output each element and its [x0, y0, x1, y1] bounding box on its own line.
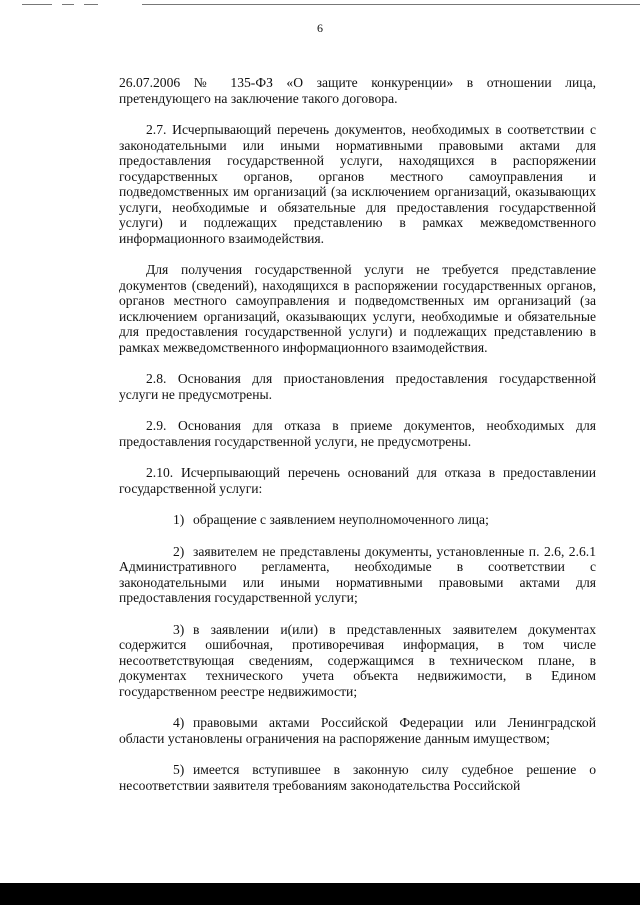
paragraph-continuation: 26.07.2006 № 135-ФЗ «О защите конкуренции» в отношении лица, претендующего на заключение такого договора. — [119, 75, 596, 106]
list-item-text: в заявлении и(или) в представленных заявителем документах содержится ошибочная, противоречивая информация, в том числе несоответствующая сведениям, содержащимся в техническом плане, в документах технического учета объекта недвижимости, в Едином государственном реестре недвижимости; — [119, 621, 596, 699]
page-number: 6 — [317, 21, 323, 35]
list-item-number: 5) — [173, 762, 185, 777]
document-body — [119, 75, 596, 809]
list-item-number: 4) — [173, 715, 185, 730]
list-item-number: 1) — [173, 512, 185, 527]
list-item-text: заявителем не представлены документы, установленные п. 2.6, 2.6.1 Административного регламента, необходимые в соответствии с законодательными или иными нормативными правовыми актами для предоставления государственной услуги; — [119, 543, 596, 605]
list-item-text: правовыми актами Российской Федерации или Ленинградской области установлены ограничения на распоряжение данным имуществом; — [119, 715, 596, 746]
list-item-text: имеется вступившее в законную силу судебное решение о несоответствии заявителя требованиям законодательства Российской — [119, 762, 596, 793]
list-item — [119, 544, 596, 606]
list-item — [119, 762, 596, 793]
paragraph-2-9: 2.9. Основания для отказа в приеме документов, необходимых для предоставления государственной услуги, не предусмотрены. — [119, 418, 596, 449]
list-item-number: 3) — [173, 621, 185, 637]
list-item — [119, 715, 596, 746]
list-item-number: 2) — [173, 543, 185, 559]
list-item — [119, 512, 596, 528]
list-item-text: обращение с заявлением неуполномоченного лица; — [193, 512, 489, 527]
paragraph-2-8: 2.8. Основания для приостановления предоставления государственной услуги не предусмотрены. — [119, 371, 596, 402]
paragraph-2-7: 2.7. Исчерпывающий перечень документов, необходимых в соответствии с законодательными или иными нормативными правовыми актами для предоставления государственной услуги, находящихся в распоряжении государственных органов, органов местного самоуправления и подведомственных им организаций (за исключением организаций, оказывающих услуги, необходимые и обязательные для предоставления государственной услуги) и подлежащих представлению в рамках межведомственного информационного взаимодействия. — [119, 122, 596, 246]
scan-bottom-band — [0, 883, 640, 905]
list-item — [119, 622, 596, 700]
scan-top-rule — [0, 4, 640, 5]
paragraph-no-requirement: Для получения государственной услуги не требуется представление документов (сведений), находящихся в распоряжении государственных органов, органов местного самоуправления и подведомственных им организаций (за исключением организаций, оказывающих услуги, необходимые и обязательные для предоставления государственной услуги) и подлежащих представлению в рамках межведомственного информационного взаимодействия. — [119, 262, 596, 355]
paragraph-2-10: 2.10. Исчерпывающий перечень оснований для отказа в предоставлении государственной услуги: — [119, 465, 596, 496]
